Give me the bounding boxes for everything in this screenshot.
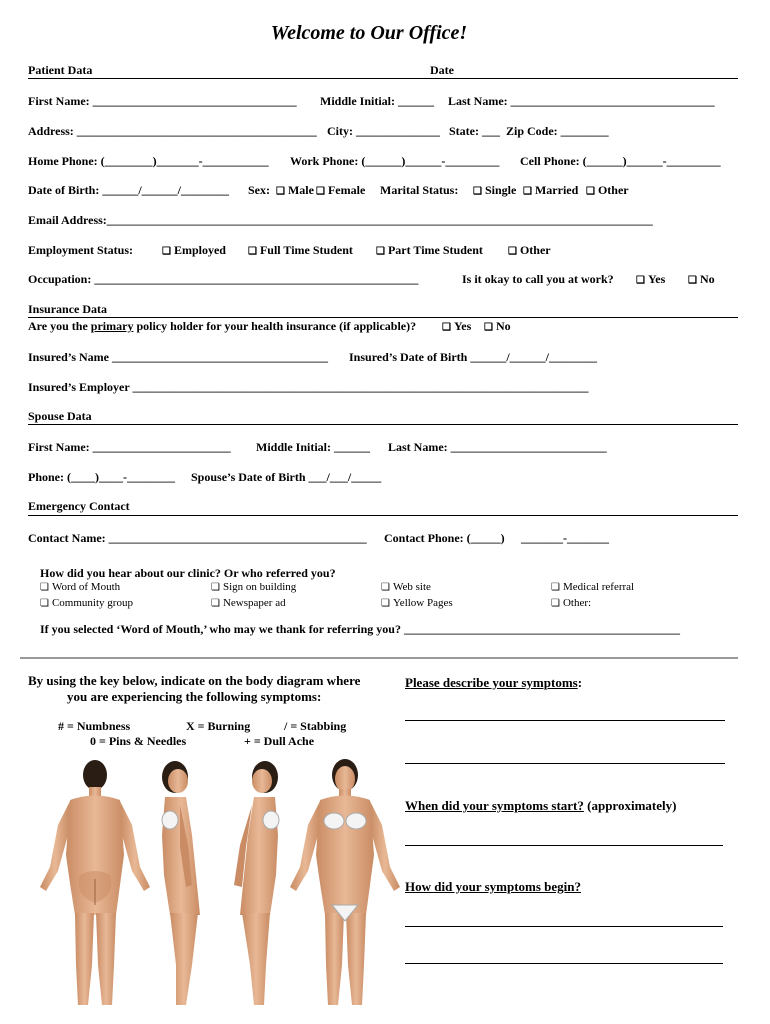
community-group-checkbox[interactable]: ❏ Community group xyxy=(40,597,133,609)
yellow-pages-checkbox[interactable]: ❏ Yellow Pages xyxy=(381,597,453,609)
symptom-begin-line[interactable] xyxy=(405,963,723,964)
body-diagram[interactable] xyxy=(20,755,400,1015)
full-time-student-checkbox[interactable]: ❏ Full Time Student xyxy=(248,243,353,258)
other-marital-checkbox[interactable]: ❏ Other xyxy=(586,183,629,198)
key-pins-needles: 0 = Pins & Needles xyxy=(90,734,187,748)
describe-symptoms-prompt xyxy=(405,675,582,691)
insured-name-field[interactable]: Insured’s Name ____________________________________ xyxy=(28,350,329,364)
middle-initial-field[interactable]: Middle Initial: ______ xyxy=(320,94,435,108)
symptom-begin-line[interactable] xyxy=(405,926,723,927)
home-phone-field[interactable]: Home Phone: (________)_______-___________ xyxy=(28,154,269,168)
key-numbness: # = Numbness xyxy=(58,719,131,733)
zip-code-field[interactable]: Zip Code: ________ xyxy=(506,124,609,138)
web-site-checkbox[interactable]: ❏ Web site xyxy=(381,581,431,593)
insurance-data-header: Insurance Data xyxy=(28,302,108,316)
male-checkbox[interactable]: ❏ Male xyxy=(276,183,314,198)
primary-yes-checkbox[interactable]: ❏ Yes xyxy=(442,319,471,334)
symptom-line[interactable] xyxy=(405,720,725,721)
spouse-last-name-field[interactable]: Last Name: __________________________ xyxy=(388,440,607,454)
cell-phone-field[interactable]: Cell Phone: (______)______-_________ xyxy=(520,154,721,168)
emergency-contact-header: Emergency Contact xyxy=(28,499,130,513)
body-side-view-right[interactable] xyxy=(234,761,279,1005)
page-title: Welcome to Our Office! xyxy=(270,22,468,44)
occupation-field[interactable]: Occupation: ______________________________________________________ xyxy=(28,272,419,286)
describe-colon: : xyxy=(577,675,583,690)
call-at-work-label: Is it okay to call you at work? xyxy=(462,272,614,286)
spouse-data-header: Spouse Data xyxy=(28,409,92,423)
symptom-line[interactable] xyxy=(405,763,725,764)
primary-holder-question xyxy=(28,319,416,334)
describe-symptoms-label: Please describe your symptoms xyxy=(405,675,578,690)
married-checkbox[interactable]: ❏ Married xyxy=(523,183,578,198)
primary-no-checkbox[interactable]: ❏ No xyxy=(484,319,511,334)
other-referral-checkbox[interactable]: ❏ Other: xyxy=(551,597,591,609)
email-field[interactable]: Email Address:___________________________________________________________________________________________ xyxy=(28,213,653,227)
spouse-middle-initial-field[interactable]: Middle Initial: ______ xyxy=(256,440,371,454)
city-field[interactable]: City: ______________ xyxy=(327,124,440,138)
date-of-birth-field[interactable]: Date of Birth: ______/______/________ xyxy=(28,183,229,197)
other-employment-checkbox[interactable]: ❏ Other xyxy=(508,243,551,258)
contact-phone-label[interactable]: Contact Phone: (_____) xyxy=(384,531,505,545)
word-of-mouth-checkbox[interactable]: ❏ Word of Mouth xyxy=(40,581,120,593)
divider xyxy=(28,424,738,425)
symptom-start-line[interactable] xyxy=(405,845,723,846)
divider xyxy=(28,317,738,318)
work-phone-field[interactable]: Work Phone: (______)______-_________ xyxy=(290,154,500,168)
primary-question-end: policy holder for your health insurance (if applicable)? xyxy=(133,319,417,333)
single-checkbox[interactable]: ❏ Single xyxy=(473,183,516,198)
date-label: Date xyxy=(430,63,454,77)
newspaper-ad-checkbox[interactable]: ❏ Newspaper ad xyxy=(211,597,286,609)
call-work-no-checkbox[interactable]: ❏ No xyxy=(688,272,715,287)
address-field[interactable]: Address: ________________________________________ xyxy=(28,124,317,138)
last-name-field[interactable]: Last Name: __________________________________ xyxy=(448,94,715,108)
part-time-student-checkbox[interactable]: ❏ Part Time Student xyxy=(376,243,483,258)
divider xyxy=(28,515,738,516)
sex-label: Sex: xyxy=(248,183,270,197)
primary-question-start: Are you the xyxy=(28,319,91,333)
body-back-view[interactable] xyxy=(40,760,150,1005)
insured-dob-field[interactable]: Insured’s Date of Birth ______/______/________ xyxy=(349,350,598,364)
section-divider xyxy=(20,657,738,659)
insured-employer-field[interactable]: Insured’s Employer ____________________________________________________________________________ xyxy=(28,380,589,394)
spouse-first-name-field[interactable]: First Name: _______________________ xyxy=(28,440,231,454)
symptoms-begin-label: How did your symptoms begin? xyxy=(405,879,582,894)
contact-name-field[interactable]: Contact Name: ___________________________________________ xyxy=(28,531,367,545)
spouse-dob-field[interactable]: Spouse’s Date of Birth ___/___/_____ xyxy=(191,470,382,484)
employment-status-label: Employment Status: xyxy=(28,243,134,257)
body-front-view[interactable] xyxy=(290,759,400,1005)
spouse-phone-field[interactable]: Phone: (____)____-________ xyxy=(28,470,175,484)
key-burning: X = Burning xyxy=(186,719,251,733)
employed-checkbox[interactable]: ❏ Employed xyxy=(162,243,226,258)
diagram-instruction-line1: By using the key below, indicate on the body diagram where xyxy=(28,673,361,688)
state-field[interactable]: State: ___ xyxy=(449,124,500,138)
female-checkbox[interactable]: ❏ Female xyxy=(316,183,365,198)
referrer-thanks-field[interactable]: If you selected ‘Word of Mouth,’ who may we thank for referring you? ______________________________________________ xyxy=(40,622,680,636)
first-name-field[interactable]: First Name: __________________________________ xyxy=(28,94,297,108)
symptoms-start-prompt xyxy=(405,798,676,814)
key-dull-ache: + = Dull Ache xyxy=(244,734,315,748)
primary-word: primary xyxy=(90,319,134,333)
medical-referral-checkbox[interactable]: ❏ Medical referral xyxy=(551,581,634,593)
call-work-yes-checkbox[interactable]: ❏ Yes xyxy=(636,272,665,287)
body-side-view-left[interactable] xyxy=(162,761,200,1005)
referral-question: How did you hear about our clinic? Or who referred you? xyxy=(40,566,336,580)
sign-on-building-checkbox[interactable]: ❏ Sign on building xyxy=(211,581,296,593)
marital-status-label: Marital Status: xyxy=(380,183,459,197)
key-stabbing: / = Stabbing xyxy=(284,719,347,733)
symptoms-start-label: When did your symptoms start? xyxy=(405,798,584,813)
divider xyxy=(28,78,738,79)
symptoms-start-note: (approximately) xyxy=(583,798,677,813)
patient-data-header: Patient Data xyxy=(28,63,93,77)
diagram-instruction-line2: you are experiencing the following symptoms: xyxy=(67,689,322,704)
contact-phone-field[interactable]: _______-_______ xyxy=(521,531,609,545)
